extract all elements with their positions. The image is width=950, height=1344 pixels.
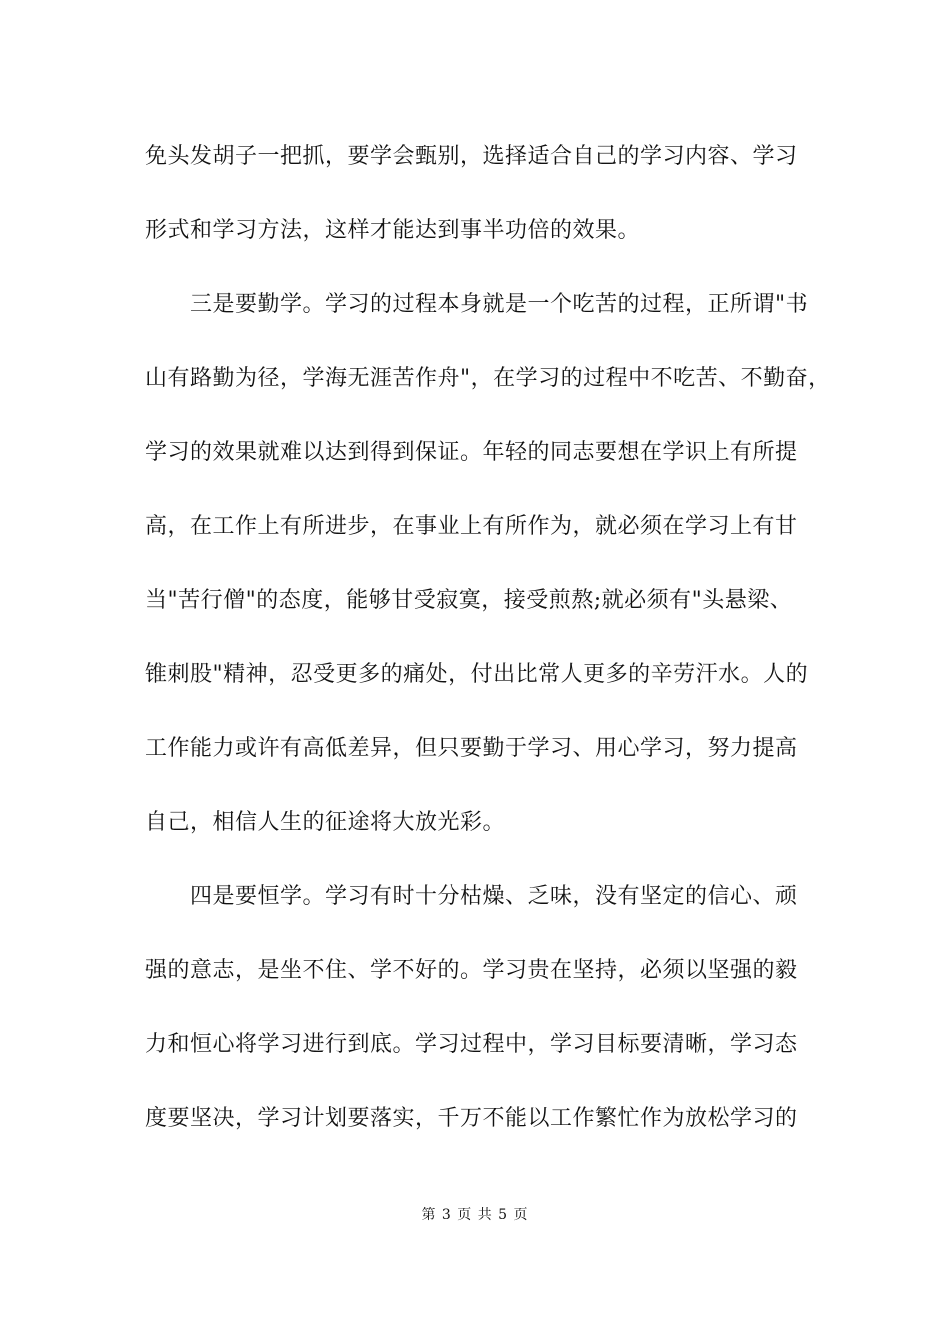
page-number-footer [0, 1205, 950, 1225]
paragraph-start-line: 三是要勤学。学习的过程本身就是一个吃苦的过程，正所谓"书 [190, 292, 809, 317]
text-line: 学习的效果就难以达到得到保证。年轻的同志要想在学识上有所提 [145, 440, 798, 465]
page-number-label: 第 3 页 共 5 页 [421, 1207, 529, 1223]
text-line: 度要坚决，学习计划要落实，千万不能以工作繁忙作为放松学习的 [145, 1106, 798, 1131]
paragraph-start-line: 四是要恒学。学习有时十分枯燥、乏味，没有坚定的信心、顽 [190, 884, 798, 909]
text-line: 工作能力或许有高低差异，但只要勤于学习、用心学习，努力提高 [145, 736, 798, 761]
text-line: 免头发胡子一把抓，要学会甄别，选择适合自己的学习内容、学习 [145, 144, 798, 169]
text-line: 当"苦行僧"的态度，能够甘受寂寞，接受煎熬;就必须有"头悬梁、 [145, 588, 793, 613]
text-line: 锥刺股"精神，忍受更多的痛处，付出比常人更多的辛劳汗水。人的 [145, 662, 809, 687]
text-line: 形式和学习方法，这样才能达到事半功倍的效果。 [145, 218, 641, 243]
text-line: 高，在工作上有所进步，在事业上有所作为，就必须在学习上有甘 [145, 514, 798, 539]
text-line: 强的意志，是坐不住、学不好的。学习贵在坚持，必须以坚强的毅 [145, 958, 798, 983]
text-line: 山有路勤为径，学海无涯苦作舟"，在学习的过程中不吃苦、不勤奋， [145, 366, 831, 391]
text-line: 自己，相信人生的征途将大放光彩。 [145, 810, 506, 835]
text-line: 力和恒心将学习进行到底。学习过程中，学习目标要清晰，学习态 [145, 1032, 798, 1057]
